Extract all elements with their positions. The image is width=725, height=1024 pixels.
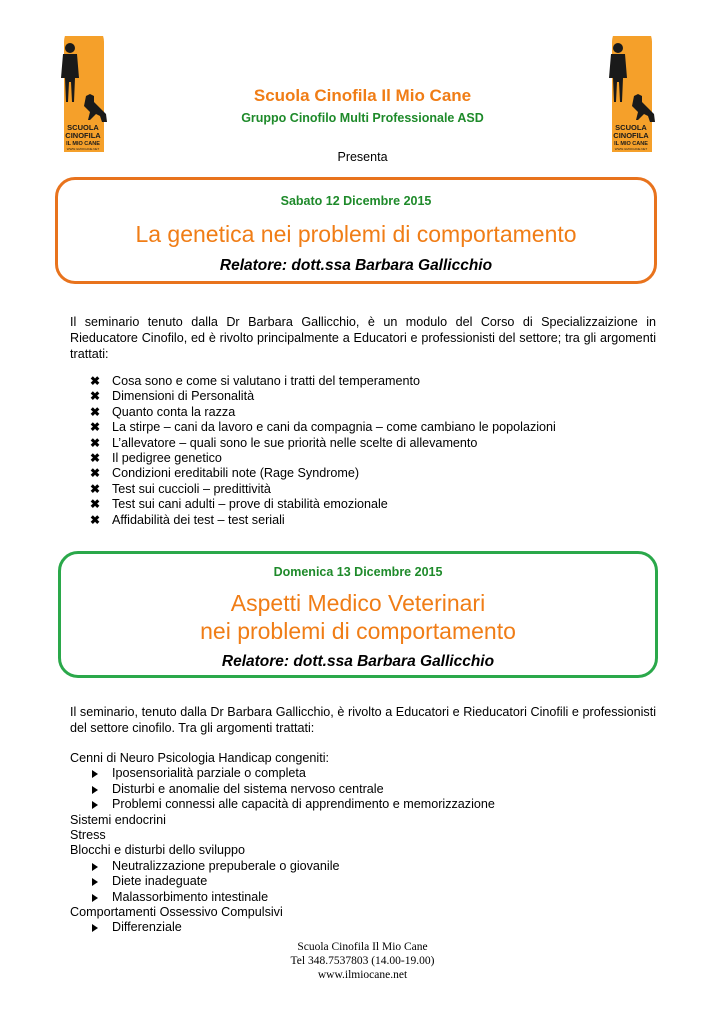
event2-topic-outline: [70, 751, 495, 936]
cross-bullet-icon: ✖: [90, 420, 101, 435]
event1-speaker: Relatore: dott.ssa Barbara Gallicchio: [219, 257, 493, 274]
list-item-text: Iposensorialità parziale o completa: [112, 766, 306, 781]
cross-bullet-icon: ✖: [90, 404, 101, 419]
list-item-text: Il pedigree genetico: [112, 450, 222, 465]
list-item-text: L’allevatore – quali sono le sue priorità nelle scelte di allevamento: [112, 435, 478, 450]
event1-date: Sabato 12 Dicembre 2015: [280, 194, 432, 208]
triangle-bullet-icon: [92, 894, 98, 902]
list-item: [90, 436, 556, 451]
footer-phone: Tel 348.7537803 (14.00-19.00): [290, 955, 435, 967]
section-item-list: [70, 766, 495, 812]
triangle-bullet-icon: [92, 878, 98, 886]
list-item: [90, 874, 495, 889]
event2-date: Domenica 13 Dicembre 2015: [273, 565, 443, 579]
list-item: [90, 920, 495, 935]
section-heading: Cenni di Neuro Psicologia Handicap congeniti:: [70, 751, 330, 765]
event2-intro: Il seminario, tenuto dalla Dr Barbara Gallicchio, è rivolto a Educatori e Rieducatori Cinofili e professionisti del settore cinofilo. Tra gli argomenti trattati:: [70, 705, 656, 735]
event1-box: [55, 177, 657, 284]
cross-bullet-icon: ✖: [90, 374, 101, 388]
section-item-list: [70, 859, 495, 905]
cross-bullet-icon: ✖: [90, 389, 101, 404]
list-item: [90, 766, 495, 781]
list-item: [90, 374, 556, 389]
logo-line-3: IL MIO CANE: [614, 141, 648, 147]
logo-line-1: SCUOLA: [67, 123, 99, 132]
cross-bullet-icon: ✖: [90, 450, 101, 465]
section-item-list: [70, 920, 495, 935]
list-item-text: Disturbi e anomalie del sistema nervoso centrale: [112, 781, 384, 796]
list-item: [90, 405, 556, 420]
cross-bullet-icon: ✖: [90, 466, 101, 481]
section-heading: Blocchi e disturbi dello sviluppo: [70, 843, 246, 858]
page-header: [0, 86, 725, 125]
list-item: [90, 466, 556, 481]
list-item-text: Test sui cuccioli – predittività: [112, 481, 271, 496]
event2-box: [58, 551, 658, 678]
list-item-text: Malassorbimento intestinale: [112, 889, 269, 904]
list-item: [90, 482, 556, 497]
cross-bullet-icon: ✖: [90, 481, 101, 496]
event1-title: La genetica nei problemi di comportamento: [135, 221, 577, 247]
list-item-text: Affidabilità dei test – test seriali: [112, 512, 285, 527]
list-item: [90, 389, 556, 404]
list-item: [90, 497, 556, 512]
event2-title-line-2: nei problemi di comportamento: [200, 618, 516, 644]
footer-website: www.ilmiocane.net: [317, 969, 408, 981]
event2-title-line-1: Aspetti Medico Veterinari: [230, 590, 486, 616]
logo-line-2: CINOFILA: [65, 131, 101, 140]
footer-school-name: Scuola Cinofila Il Mio Cane: [297, 941, 428, 953]
triangle-bullet-icon: [92, 863, 98, 871]
triangle-bullet-icon: [92, 924, 98, 932]
cross-bullet-icon: ✖: [90, 512, 101, 527]
school-name: Scuola Cinofila Il Mio Cane: [253, 86, 472, 105]
logo-line-1: SCUOLA: [615, 123, 647, 132]
triangle-bullet-icon: [92, 801, 98, 809]
cross-bullet-icon: ✖: [90, 497, 101, 512]
list-item-text: Quanto conta la razza: [112, 404, 236, 419]
list-item-text: Cosa sono e come si valutano i tratti del temperamento: [112, 374, 421, 388]
list-item-text: Test sui cani adulti – prove di stabilità emozionale: [112, 497, 388, 512]
list-item: [90, 859, 495, 874]
logo-line-3: IL MIO CANE: [66, 141, 100, 147]
list-item: [90, 420, 556, 435]
logo-line-4: WWW.ILMIOCANE.NET: [614, 147, 648, 151]
group-name: Gruppo Cinofilo Multi Professionale ASD: [241, 111, 484, 125]
list-item-text: Condizioni ereditabili note (Rage Syndrome): [112, 466, 360, 481]
list-item: [90, 782, 495, 797]
logo-line-2: CINOFILA: [613, 131, 649, 140]
list-item-text: Dimensioni di Personalità: [112, 389, 255, 404]
page-footer: [0, 940, 725, 982]
triangle-bullet-icon: [92, 770, 98, 778]
list-item: [90, 451, 556, 466]
logo-line-4: WWW.ILMIOCANE.NET: [66, 147, 100, 151]
presents-label: Presenta: [337, 150, 388, 164]
section-heading: Comportamenti Ossessivo Compulsivi: [70, 904, 283, 919]
event1-intro: Il seminario tenuto dalla Dr Barbara Gallicchio, è un modulo del Corso di Specializzaizione in Rieducatore Cinofilo, ed è rivolto principalmente a Educatori e professionisti del settore; tra gli argomenti trattati:: [70, 315, 656, 361]
event2-speaker: Relatore: dott.ssa Barbara Gallicchio: [221, 653, 495, 670]
list-item-text: Diete inadeguate: [112, 874, 208, 889]
section-heading: Sistemi endocrini: [70, 812, 166, 827]
list-item: [90, 890, 495, 905]
list-item-text: Neutralizzazione prepuberale o giovanile: [112, 858, 340, 873]
event1-topic-list: [90, 374, 556, 528]
list-item-text: Problemi connessi alle capacità di apprendimento e memorizzazione: [112, 797, 495, 812]
event2-title: [61, 589, 655, 645]
cross-bullet-icon: ✖: [90, 435, 101, 450]
list-item: [90, 797, 495, 812]
list-item-text: Differenziale: [112, 920, 182, 935]
section-heading: Stress: [70, 827, 106, 842]
list-item-text: La stirpe – cani da lavoro e cani da compagnia – come cambiano le popolazioni: [112, 420, 556, 435]
triangle-bullet-icon: [92, 786, 98, 794]
list-item: [90, 513, 556, 528]
